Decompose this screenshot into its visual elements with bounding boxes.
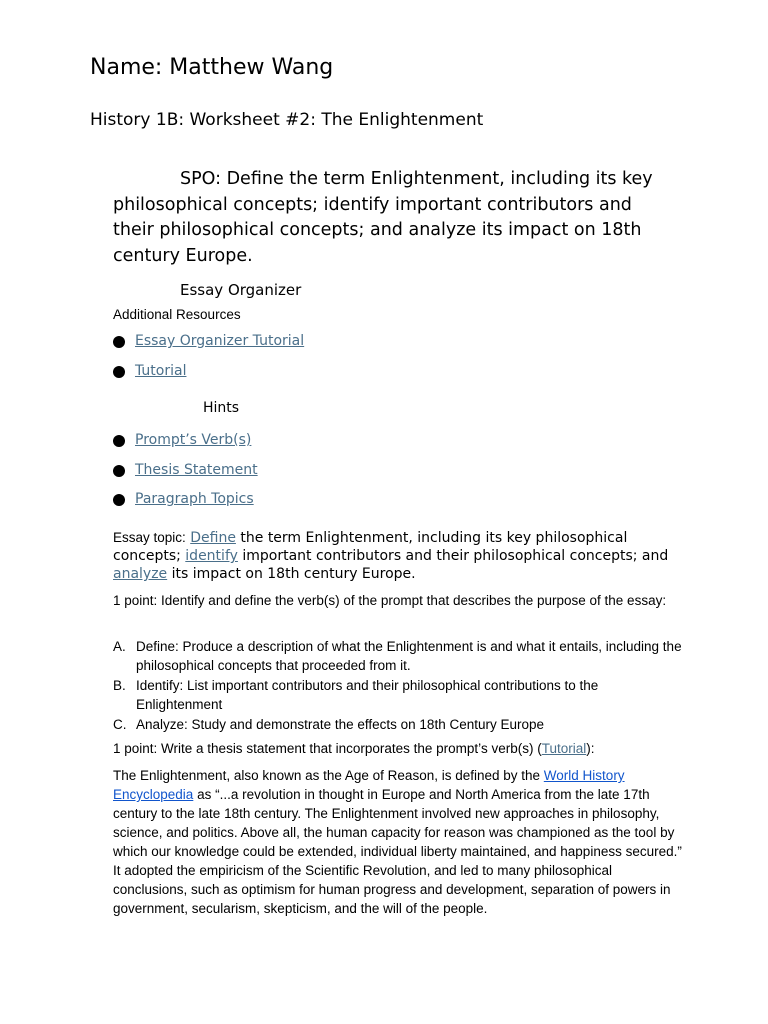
point2-text: 1 point: Write a thesis statement that incorporates the prompt’s verb(s) (: [113, 741, 542, 756]
list-item-text: Analyze: Study and demonstrate the effects on 18th Century Europe: [136, 717, 545, 732]
answer-text: as “...a revolution in thought in Europe and North America from the late 17th century to the late 18th century. The Enlightenment involved new approaches in philosophy, science, and politics. Above all, the human capacity for reason was championed as the tool by which our knowledge could be extended, individual liberty maintained, and happiness secured.” It adopted the empiricism of the Scientific Revolution, and led to many philosophical conclusions, such as optimism for human progress and development, separation of powers in government, secularism, skepticism, and the will of the people.: [113, 787, 682, 916]
bullet-icon: [113, 435, 125, 447]
bullet-icon: [113, 336, 125, 348]
thesis-statement-link[interactable]: Thesis Statement: [135, 461, 258, 478]
resources-list: [113, 333, 304, 393]
essay-organizer-heading: Essay Organizer: [180, 281, 302, 299]
analyze-link[interactable]: analyze: [113, 566, 168, 582]
list-item: [113, 491, 258, 521]
point2-prompt: [113, 739, 683, 758]
bullet-icon: [113, 494, 125, 506]
hints-list: [113, 432, 258, 521]
student-name: Name: Matthew Wang: [90, 55, 334, 80]
list-item-text: Identify: List important contributors and their philosophical contributions to the Enlightenment: [136, 678, 599, 712]
tutorial-link[interactable]: Tutorial: [135, 363, 187, 379]
list-item: [113, 363, 304, 393]
bullet-icon: [113, 366, 125, 378]
point2-text-end: ):: [586, 741, 595, 756]
list-item: [113, 462, 258, 492]
list-item-text: Define: Produce a description of what the Enlightenment is and what it entails, including the philosophical concepts that proceeded from it.: [136, 639, 682, 673]
additional-resources-heading: Additional Resources: [113, 307, 241, 322]
list-item: [113, 676, 683, 714]
essay-topic-label: Essay topic:: [113, 530, 186, 545]
define-link[interactable]: Define: [190, 530, 236, 546]
identify-link[interactable]: identify: [185, 548, 238, 564]
essay-topic-text: its impact on 18th century Europe.: [171, 566, 416, 582]
answer-text: The Enlightenment, also known as the Age of Reason, is defined by the: [113, 768, 541, 783]
paragraph-topics-link[interactable]: Paragraph Topics: [135, 491, 254, 507]
list-marker: A.: [113, 639, 126, 654]
essay-topic-paragraph: [113, 529, 683, 583]
hints-heading: Hints: [203, 400, 240, 416]
list-marker: B.: [113, 678, 126, 693]
thesis-answer-paragraph: [113, 766, 683, 918]
spo-paragraph: SPO: Define the term Enlightenment, including its key philosophical concepts; identify important contributors and their philosophical concepts; and analyze its impact on 18th century Europe.: [113, 169, 653, 266]
essay-organizer-tutorial-link[interactable]: Essay Organizer Tutorial: [135, 333, 305, 349]
essay-topic-text: important contributors and their philosophical concepts; and: [242, 548, 669, 564]
thesis-tutorial-link[interactable]: Tutorial: [541, 741, 587, 756]
list-item: [113, 637, 683, 675]
verb-definitions-list: [113, 637, 683, 735]
list-marker: C.: [113, 717, 127, 732]
point1-prompt: 1 point: Identify and define the verb(s) of the prompt that describes the purpose of the essay:: [113, 593, 667, 608]
worksheet-title: History 1B: Worksheet #2: The Enlightenment: [90, 110, 484, 130]
essay-topic-text: the term Enlightenment, including its key philosophical concepts;: [113, 530, 628, 564]
bullet-icon: [113, 465, 125, 477]
list-item: [113, 715, 683, 734]
world-history-encyclopedia-link[interactable]: World History Encyclopedia: [113, 768, 625, 802]
list-item: [113, 432, 258, 462]
prompts-verbs-link[interactable]: Prompt’s Verb(s): [135, 432, 252, 448]
list-item: [113, 333, 304, 363]
